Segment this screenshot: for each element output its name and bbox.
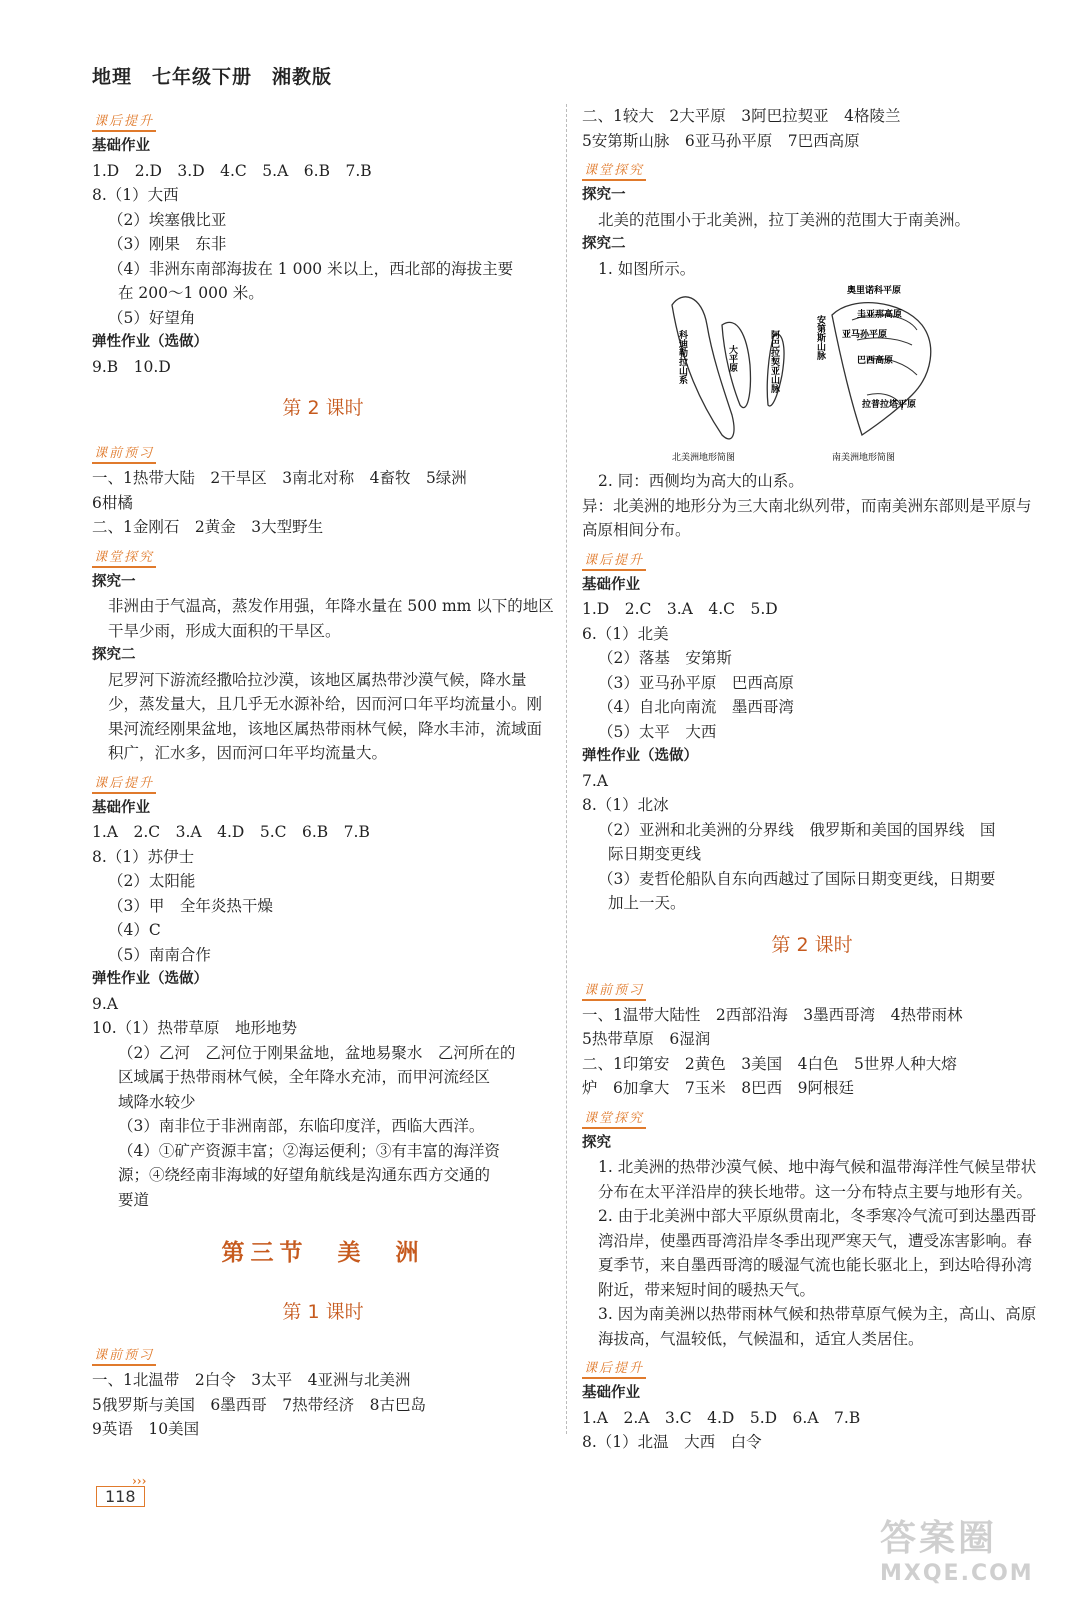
watermark-url: MXQE.COM [880, 1561, 1034, 1586]
answer-line: （4）自北向南流 墨西哥湾 [598, 698, 794, 716]
label-andi: 安第斯山脉 [815, 315, 825, 360]
subheading: 探究一 [92, 573, 136, 590]
answer-line: 8.（1）苏伊士 [92, 847, 195, 866]
subheading: 弹性作业（选做） [92, 971, 208, 987]
answer-line: 8.（1）大西 [92, 186, 179, 204]
answer-line: （3）亚马孙平原 巴西高原 [598, 673, 794, 692]
label-daping: 大平原 [727, 345, 737, 372]
na-map-caption: 北美洲地形简图 [672, 453, 736, 463]
page-number: 118 [96, 1486, 145, 1507]
answer-line: （2）埃塞俄比亚 [108, 210, 227, 229]
section-tag: 课前预习 [582, 979, 646, 1001]
answer-line: 二、1金刚石 2黄金 3大型野生 [92, 518, 324, 536]
answer-line: 10.（1）热带草原 地形地势 [92, 1019, 298, 1037]
answer-line: 1.D 2.C 3.A 4.C 5.D [582, 600, 778, 618]
subheading: 探究 [582, 1134, 611, 1151]
answer-line: 源；④绕经南非海域的好望角航线是沟通东西方交通的 [118, 1166, 491, 1184]
answer-line: 二、1较大 2大平原 3阿巴拉契亚 4格陵兰 [582, 107, 901, 125]
column-divider [566, 104, 567, 1434]
answer-line: 在 200～1 000 米。 [118, 284, 264, 302]
answer-line: 一、1北温带 2白令 3太平 4亚洲与北美洲 [92, 1371, 411, 1389]
lesson-title: 第 2 课时 [282, 397, 364, 419]
answer-line: （4）非洲东南部海拔在 1 000 米以上，西北部的海拔主要 [108, 259, 514, 278]
answer-line: 5热带草原 6湿润 [582, 1030, 711, 1048]
section-tag: 课后提升 [92, 772, 156, 794]
answer-line: 二、1印第安 2黄色 3美国 4白色 5世界人种大熔 [582, 1054, 957, 1073]
subheading: 基础作业 [92, 138, 150, 154]
americas-terrain-figure [662, 285, 952, 465]
sa-map-caption: 南美洲地形简图 [832, 453, 896, 463]
label-guiya: 圭亚那高原 [857, 310, 903, 320]
answer-line: （3）南非位于非洲南部，东临印度洋，西临大西洋。 [118, 1117, 485, 1135]
answer-line: 6.（1）北美 [582, 624, 669, 643]
label-kedi: 科迪勒拉山系 [677, 330, 687, 384]
answer-line: 9.B 10.D [92, 357, 171, 376]
subheading: 基础作业 [582, 576, 640, 593]
page-arrows-icon: ››› [132, 1474, 147, 1488]
answer-line: 5俄罗斯与美国 6墨西哥 7热带经济 8古巴岛 [92, 1395, 426, 1414]
answer-line: （2）落基 安第斯 [598, 649, 732, 667]
terrain-map-svg [662, 285, 952, 465]
answer-line: 8.（1）北冰 [582, 796, 669, 814]
answer-line: 9.A [92, 994, 118, 1013]
label-aolinuo: 奥里诺科平原 [847, 286, 902, 296]
paragraph: 非洲由于气温高，蒸发作用强，年降水量在 500 mm 以下的地区干旱少雨，形成大面积的干旱区。 [108, 597, 554, 640]
answer-line: （2）乙河 乙河位于刚果盆地，盆地易聚水 乙河所在的 [118, 1043, 516, 1062]
answer-line: 一、1热带大陆 2干旱区 3南北对称 4畜牧 5绿洲 [92, 469, 467, 487]
subheading: 基础作业 [582, 1385, 640, 1401]
answer-line: 1. 如图所示。 [598, 259, 696, 278]
paragraph: 尼罗河下游流经撒哈拉沙漠，该地区属热带沙漠气候，降水量少，蒸发量大，且几乎无水源补给，因而河口年平均流量小。刚果河流经刚果盆地，该地区属热带雨林气候，降水丰沛，流域面积广，汇水多，因而河口年平均流量大。 [108, 670, 543, 762]
watermark-logo-text: 答案圈 [880, 1518, 998, 1559]
answer-line: 5安第斯山脉 6亚马孙平原 7巴西高原 [582, 131, 860, 150]
answer-line: （5）太平 大西 [598, 722, 717, 741]
section-tag: 课后提升 [92, 110, 156, 132]
answer-line: 8.（1）北温 大西 白令 [582, 1433, 762, 1451]
paragraph: 3. 因为南美洲以热带雨林气候和热带草原气候为主，高山、高原海拔高，气温较低，气候温和，适宜人类居住。 [598, 1305, 1037, 1348]
subheading: 探究二 [92, 647, 136, 663]
answer-line: （2）亚洲和北美洲的分界线 俄罗斯和美国的国界线 国 [598, 820, 996, 839]
answer-line: （4）C [108, 921, 161, 939]
label-baxi: 巴西高原 [857, 356, 894, 366]
section-tag: 课后提升 [582, 1357, 646, 1379]
answer-line: 7.A [582, 771, 608, 790]
paragraph: 2. 由于北美洲中部大平原纵贯南北，冬季寒冷气流可到达墨西哥湾沿岸，使墨西哥湾沿岸冬季出现严寒天气，遭受冻害影响。春夏季节，来自墨西哥湾的暖湿气流也能长驱北上，到达哈得孙湾附近，带来短时间的暖热天气。 [598, 1207, 1037, 1299]
label-lapula: 拉普拉塔平原 [862, 400, 917, 410]
answer-line: 1.D 2.D 3.D 4.C 5.A 6.B 7.B [92, 161, 372, 180]
answer-line: 际日期变更线 [608, 845, 702, 863]
section-tag: 课前预习 [92, 1344, 156, 1366]
answer-line: 6柑橘 [92, 493, 133, 512]
answer-line: 域降水较少 [118, 1092, 196, 1111]
answer-line: 要道 [118, 1190, 150, 1209]
watermark [880, 1510, 1050, 1590]
subheading: 基础作业 [92, 799, 150, 816]
lesson-title: 第 2 课时 [771, 933, 853, 956]
section-tag: 课堂探究 [92, 546, 156, 568]
section-tag: 课前预习 [92, 442, 156, 464]
answer-line: 1.A 2.C 3.A 4.D 5.C 6.B 7.B [92, 823, 370, 841]
answer-line: （3）甲 全年炎热干燥 [108, 896, 273, 915]
answer-line: （3）刚果 东非 [108, 235, 227, 253]
sa-outline-shape [832, 303, 931, 435]
answer-line: 区域属于热带雨林气候，全年降水充沛，而甲河流经区 [118, 1068, 491, 1086]
answer-line: 1.A 2.A 3.C 4.D 5.D 6.A 7.B [582, 1408, 861, 1427]
answer-line: 9英语 10美国 [92, 1420, 200, 1438]
right-column [582, 104, 1042, 1455]
section-title: 第三节 美 洲 [221, 1239, 425, 1266]
left-column [92, 104, 554, 1442]
answer-line: （2）太阳能 [108, 872, 196, 890]
subheading: 弹性作业（选做） [92, 334, 208, 350]
subheading: 弹性作业（选做） [582, 748, 698, 764]
label-yamasun: 亚马孙平原 [842, 330, 888, 340]
answer-line: 一、1温带大陆性 2西部沿海 3墨西哥湾 4热带雨林 [582, 1005, 963, 1024]
paragraph: 北美的范围小于北美洲，拉丁美洲的范围大于南美洲。 [598, 210, 971, 229]
lesson-title: 第 1 课时 [282, 1301, 364, 1323]
answer-line: 炉 6加拿大 7玉米 8巴西 9阿根廷 [582, 1079, 854, 1097]
paragraph: 异：北美洲的地形分为三大南北纵列带，而南美洲东部则是平原与高原相间分布。 [582, 496, 1032, 539]
subheading: 探究一 [582, 187, 626, 203]
subheading: 探究二 [582, 236, 626, 252]
answer-line: （5）南南合作 [108, 945, 211, 964]
label-abala: 阿巴拉契亚山脉 [769, 330, 779, 393]
answer-line: （3）麦哲伦船队自东向西越过了国际日期变更线，日期要 [598, 869, 996, 888]
answer-line: （4）①矿产资源丰富；②海运便利；③有丰富的海洋资 [118, 1141, 500, 1160]
answer-line: 2. 同：西侧均为高大的山系。 [598, 472, 804, 490]
section-tag: 课堂探究 [582, 159, 646, 181]
section-tag: 课后提升 [582, 549, 646, 571]
paragraph: 1. 北美洲的热带沙漠气候、地中海气候和温带海洋性气候呈带状分布在太平洋沿岸的狭长地带。这一分布特点主要与地形有关。 [598, 1158, 1037, 1201]
section-tag: 课堂探究 [582, 1107, 646, 1129]
answer-line: （5）好望角 [108, 308, 196, 327]
answer-line: 加上一天。 [608, 894, 686, 912]
page-header: 地理 七年级下册 湘教版 [92, 66, 333, 88]
